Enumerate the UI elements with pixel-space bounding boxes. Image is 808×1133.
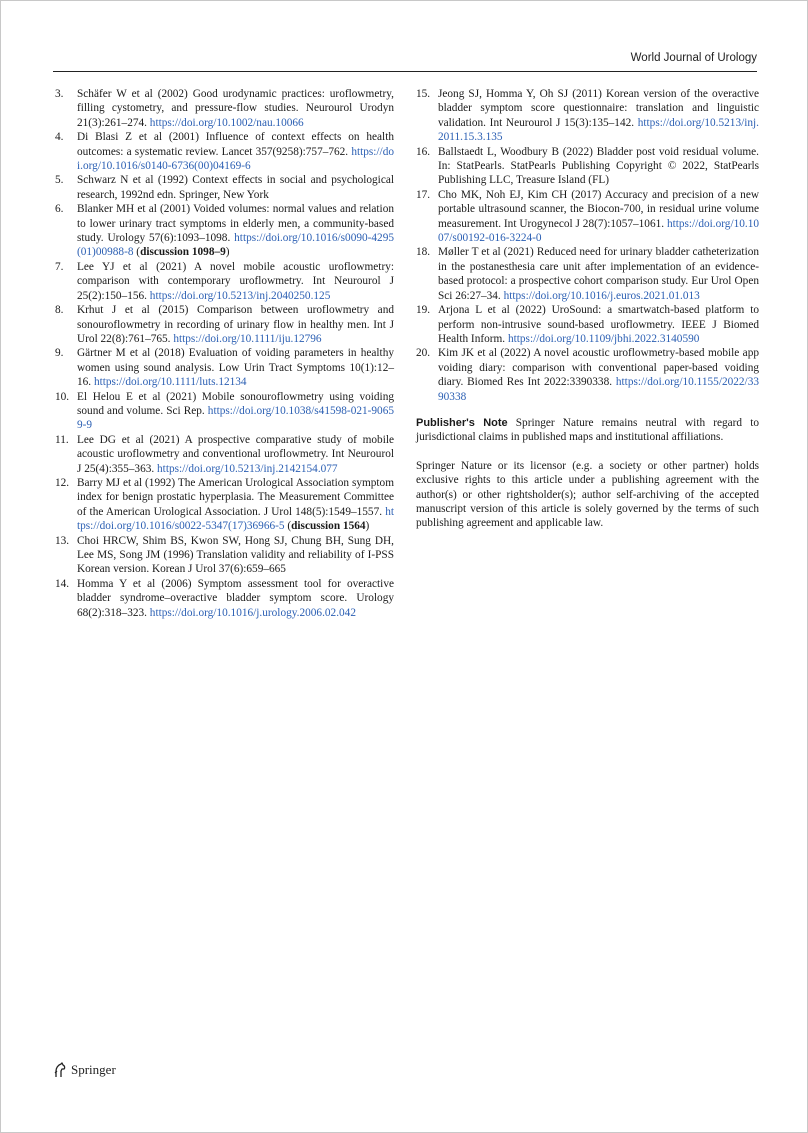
reference-item bbox=[55, 173, 394, 202]
reference-text: Lee DG et al (2021) A prospective comparative study of mobile acoustic uroflowmetry and conventional uroflowmetry. Int Neurourol J 25(4):355–363. bbox=[77, 433, 394, 475]
reference-number: 18. bbox=[416, 246, 431, 259]
reference-text: Barry MJ et al (1992) The American Urological Association symptom index for benign prostatic hyperplasia. The Measurement Committee of the American Urological Association. J Urol 148(5):1549–1557. bbox=[77, 476, 394, 518]
footer-publisher: Springer bbox=[71, 1062, 116, 1077]
reference-number: 12. bbox=[55, 476, 70, 489]
reference-discussion: discussion 1098–9 bbox=[140, 246, 226, 259]
reference-text: Schäfer W et al (2002) Good urodynamic practices: uroflowmetry, filling cystometry, and pressure-flow studies. Neurourol Urodyn 21(3):261–274. bbox=[77, 88, 394, 129]
footer bbox=[53, 1062, 116, 1078]
reference-item bbox=[55, 260, 394, 303]
reference-doi-link[interactable]: https://doi.org/10.1016/s0090-4295(01)00988-8 bbox=[77, 232, 394, 259]
reference-item bbox=[55, 534, 394, 577]
reference-item bbox=[55, 303, 394, 346]
reference-item bbox=[416, 346, 759, 404]
reference-text: Blanker MH et al (2001) Voided volumes: normal values and relation to lower urinary tract symptoms in elderly men, a community-based study. Urology 57(6):1093–1098. bbox=[77, 203, 394, 245]
reference-text: Schwarz N et al (1992) Context effects in social and psychological research, 1992nd edn. Springer, New York bbox=[77, 174, 394, 201]
reference-body bbox=[438, 303, 759, 346]
reference-body bbox=[77, 534, 394, 577]
reference-body bbox=[77, 260, 394, 303]
reference-paren: ( bbox=[284, 520, 292, 533]
reference-body bbox=[77, 346, 394, 389]
references-left-column bbox=[55, 87, 394, 620]
reference-number: 20. bbox=[416, 347, 431, 360]
reference-doi-link[interactable]: https://doi.org/10.1111/luts.12134 bbox=[93, 376, 247, 389]
reference-doi-link[interactable]: https://doi.org/10.1155/2022/3390338 bbox=[438, 376, 759, 403]
reference-number: 15. bbox=[416, 88, 431, 100]
reference-item bbox=[55, 476, 394, 534]
publisher-note bbox=[416, 416, 759, 445]
reference-item bbox=[416, 303, 759, 346]
publisher-note-text: Springer Nature remains neutral with regard to jurisdictional claims in published maps and institutional affiliations. bbox=[416, 416, 759, 444]
reference-number: 3. bbox=[55, 88, 64, 100]
reference-doi-link[interactable]: https://doi.org/10.5213/inj.2040250.125 bbox=[149, 289, 331, 302]
reference-text: Choi HRCW, Shim BS, Kwon SW, Hong SJ, Chung BH, Sung DH, Lee MS, Song JM (1996) Translation validity and reliability of I-PSS Korean version. Korean J Urol 37(6):659–665 bbox=[77, 534, 394, 576]
reference-text: Cho MK, Noh EJ, Kim CH (2017) Accuracy and precision of a new portable ultrasound scanner, the Biocon-700, in residual urine volume measurement. Int Urogynecol J 28(7):1057–1061. bbox=[438, 188, 759, 230]
publisher-note-label: Publisher's Note bbox=[416, 416, 508, 429]
reference-doi-link[interactable]: https://doi.org/10.1109/jbhi.2022.3140590 bbox=[507, 332, 700, 345]
reference-body bbox=[77, 476, 394, 534]
reference-number: 11. bbox=[55, 433, 69, 446]
reference-body bbox=[77, 130, 394, 173]
reference-doi-link[interactable]: https://doi.org/10.5213/inj.2011.15.3.135 bbox=[438, 116, 759, 144]
reference-body bbox=[438, 245, 759, 303]
reference-number: 14. bbox=[55, 577, 70, 590]
reference-body bbox=[438, 346, 759, 404]
reference-tail: ) bbox=[365, 520, 370, 533]
reference-item bbox=[55, 433, 394, 476]
reference-number: 5. bbox=[55, 174, 64, 187]
reference-text: Møller T et al (2021) Reduced need for urinary bladder catheterization in the postanesthesia care unit after implementation of an evidence-based protocol: a prospective cohort comparison study. Eur Urol Open Sci 26:27–34. bbox=[438, 246, 759, 302]
reference-body bbox=[438, 188, 759, 246]
reference-number: 13. bbox=[55, 534, 70, 547]
reference-item bbox=[416, 188, 759, 246]
reference-body bbox=[77, 87, 394, 130]
reference-number: 6. bbox=[55, 203, 64, 216]
reference-body bbox=[77, 202, 394, 260]
reference-text: Jeong SJ, Homma Y, Oh SJ (2011) Korean version of the overactive bladder symptom score questionnaire: translation and linguistic validation. Int Neurourol J 15(3):135–142. bbox=[438, 88, 759, 129]
reference-text: Krhut J et al (2015) Comparison between uroflowmetry and sonouroflowmetry in recording of urinary flow in healthy men. Int J Urol 22(8):761–765. bbox=[77, 304, 394, 345]
reference-text: Ballstaedt L, Woodbury B (2022) Bladder post void residual volume. In: StatPearls. StatPearls Publishing Copyright © 2022, StatPearls Publishing LLC, Treasure Island (FL) bbox=[438, 145, 759, 187]
rights-note: Springer Nature or its licensor (e.g. a society or other partner) holds exclusive rights to this article under a publishing agreement with the author(s) or other rightsholder(s); author self-archiving of the accepted manuscript version of this article is solely governed by the terms of such publishing agreement and applicable law. bbox=[416, 459, 759, 530]
reference-body bbox=[77, 433, 394, 476]
reference-item bbox=[55, 130, 394, 173]
reference-body bbox=[77, 390, 394, 433]
reference-body bbox=[438, 87, 759, 145]
reference-number: 8. bbox=[55, 304, 64, 317]
references-right-column bbox=[416, 87, 759, 404]
reference-item bbox=[416, 245, 759, 303]
right-column bbox=[416, 87, 759, 531]
reference-doi-link[interactable]: https://doi.org/10.1016/s0022-5347(17)36966-5 bbox=[77, 505, 394, 533]
reference-text: El Helou E et al (2021) Mobile sonouroflowmetry using voiding sound and volume. Sci Rep. bbox=[77, 390, 394, 417]
reference-tail: ) bbox=[225, 246, 230, 259]
reference-doi-link[interactable]: https://doi.org/10.5213/inj.2142154.077 bbox=[157, 462, 338, 475]
reference-item bbox=[55, 577, 394, 620]
reference-discussion: discussion 1564 bbox=[291, 520, 366, 533]
reference-text: Gärtner M et al (2018) Evaluation of voiding parameters in healthy women using sound analysis. Low Urin Tract Symptoms 10(1):12–16. bbox=[77, 347, 394, 389]
reference-number: 19. bbox=[416, 304, 431, 317]
springer-horse-icon bbox=[53, 1062, 67, 1078]
reference-doi-link[interactable]: https://doi.org/10.1016/s0140-6736(00)04169-6 bbox=[77, 145, 394, 173]
reference-body bbox=[77, 577, 394, 620]
running-header-journal: World Journal of Urology bbox=[630, 52, 757, 64]
reference-text: Arjona L et al (2022) UroSound: a smartwatch-based platform to perform non-intrusive sound-based uroflowmetry. IEEE J Biomed Health Inform. bbox=[438, 304, 759, 345]
reference-doi-link[interactable]: https://doi.org/10.1111/iju.12796 bbox=[173, 332, 322, 345]
reference-item bbox=[55, 390, 394, 433]
reference-number: 16. bbox=[416, 145, 431, 158]
reference-number: 17. bbox=[416, 188, 431, 201]
reference-text: Homma Y et al (2006) Symptom assessment tool for overactive bladder syndrome–overactive bladder symptom score. Urology 68(2):318–323. bbox=[77, 577, 394, 619]
reference-doi-link[interactable]: https://doi.org/10.1007/s00192-016-3224-0 bbox=[438, 217, 759, 245]
reference-doi-link[interactable]: https://doi.org/10.1016/j.urology.2006.02.042 bbox=[149, 606, 356, 619]
reference-item bbox=[55, 87, 394, 130]
reference-paren: ( bbox=[133, 246, 141, 259]
reference-text: Lee YJ et al (2021) A novel mobile acoustic uroflowmetry: comparison with contemporary uroflowmetry. Int Neurourol J 25(2):150–156. bbox=[77, 260, 394, 302]
reference-text: Kim JK et al (2022) A novel acoustic uroflowmetry-based mobile app voiding diary: comparison with conventional paper-based voiding diary. Biomed Res Int 2022:3390338. bbox=[438, 347, 759, 389]
reference-number: 10. bbox=[55, 390, 70, 403]
reference-doi-link[interactable]: https://doi.org/10.1038/s41598-021-90659-9 bbox=[77, 404, 394, 432]
reference-item bbox=[416, 87, 759, 145]
reference-number: 7. bbox=[55, 260, 64, 273]
reference-body bbox=[77, 173, 394, 202]
reference-doi-link[interactable]: https://doi.org/10.1002/nau.10066 bbox=[149, 116, 304, 129]
reference-doi-link[interactable]: https://doi.org/10.1016/j.euros.2021.01.013 bbox=[503, 289, 700, 302]
reference-body bbox=[438, 145, 759, 188]
header-rule bbox=[53, 71, 757, 72]
reference-body bbox=[77, 303, 394, 346]
reference-number: 9. bbox=[55, 347, 64, 360]
reference-item bbox=[416, 145, 759, 188]
reference-item bbox=[55, 346, 394, 389]
reference-number: 4. bbox=[55, 131, 64, 144]
reference-item bbox=[55, 202, 394, 260]
reference-text: Di Blasi Z et al (2001) Influence of context effects on health outcomes: a systematic review. Lancet 357(9258):757–762. bbox=[77, 131, 394, 158]
